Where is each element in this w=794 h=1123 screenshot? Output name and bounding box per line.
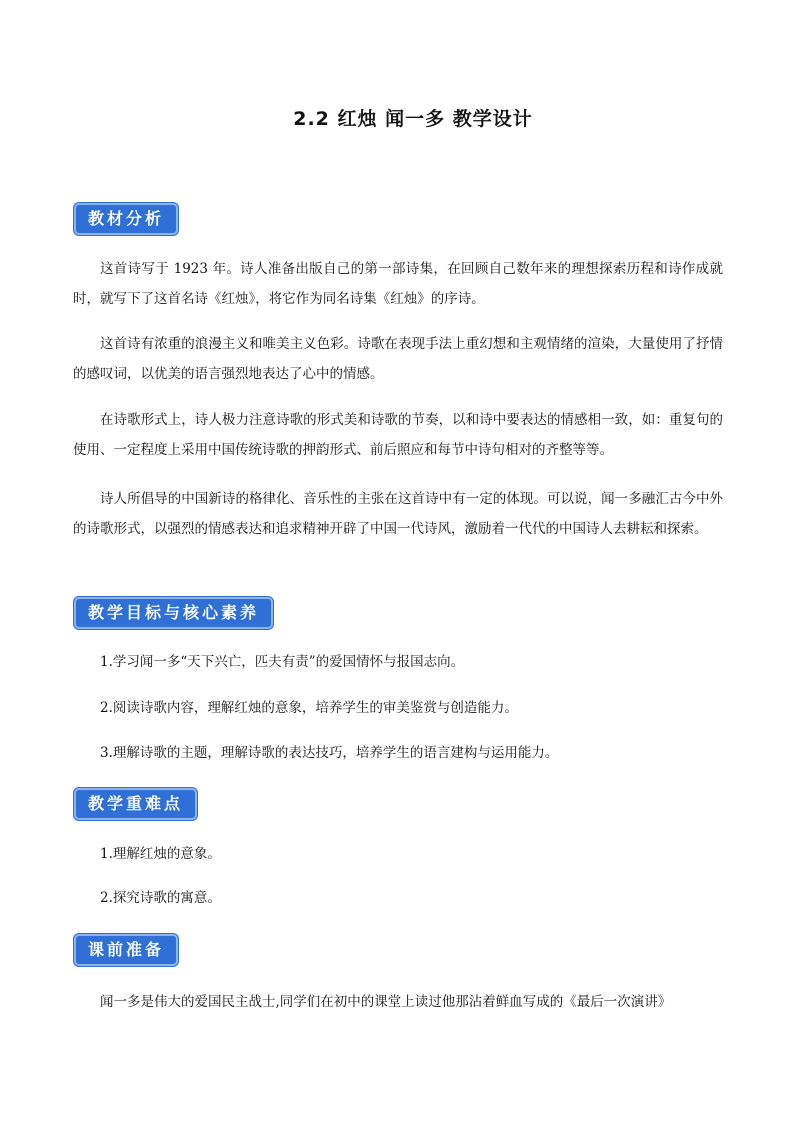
preparation-paragraph-1: 闻一多是伟大的爱国民主战士,同学们在初中的课堂上读过他那沾着鲜血写成的《最后一次演讲》 bbox=[100, 994, 672, 1010]
section-heading-objectives: 教学目标与核心素养 bbox=[74, 597, 273, 629]
objective-item-1: 1.学习闻一多“天下兴亡，匹夫有责”的爱国情怀与报国志向。 bbox=[100, 654, 465, 670]
objective-item-3: 3.理解诗歌的主题，理解诗歌的表达技巧，培养学生的语言建构与运用能力。 bbox=[100, 745, 559, 761]
section-heading-preparation: 课前准备 bbox=[74, 934, 178, 966]
keypoint-item-1: 1.理解红烛的意象。 bbox=[100, 846, 221, 862]
keypoint-item-2: 2.探究诗歌的寓意。 bbox=[100, 890, 221, 906]
objective-item-2: 2.阅读诗歌内容，理解红烛的意象，培养学生的审美鉴赏与创造能力。 bbox=[100, 700, 518, 716]
section-heading-analysis: 教材分析 bbox=[74, 203, 178, 235]
analysis-paragraph-1: 这首诗写于 1923 年。诗人准备出版自己的第一部诗集，在回顾自己数年来的理想探索历程和诗作成就时，就写下了这首名诗《红烛》，将它作为同名诗集《红烛》的序诗。 bbox=[73, 261, 723, 307]
analysis-paragraph-3: 在诗歌形式上，诗人极力注意诗歌的形式美和诗歌的节奏，以和诗中要表达的情感相一致，如：重复句的使用、一定程度上采用中国传统诗歌的押韵形式、前后照应和每节中诗句相对的齐整等等。 bbox=[73, 412, 723, 458]
section-heading-keypoints: 教学重难点 bbox=[74, 788, 197, 820]
analysis-paragraph-4: 诗人所倡导的中国新诗的格律化、音乐性的主张在这首诗中有一定的体现。可以说，闻一多融汇古今中外的诗歌形式，以强烈的情感表达和追求精神开辟了中国一代诗风，激励着一代代的中国诗人去耕耘和探索。 bbox=[73, 491, 723, 537]
analysis-paragraph-2: 这首诗有浓重的浪漫主义和唯美主义色彩。诗歌在表现手法上重幻想和主观情绪的渲染，大量使用了抒情的感叹词，以优美的语言强烈地表达了心中的情感。 bbox=[73, 336, 723, 382]
page-title: 2.2 红烛 闻一多 教学设计 bbox=[293, 108, 533, 130]
